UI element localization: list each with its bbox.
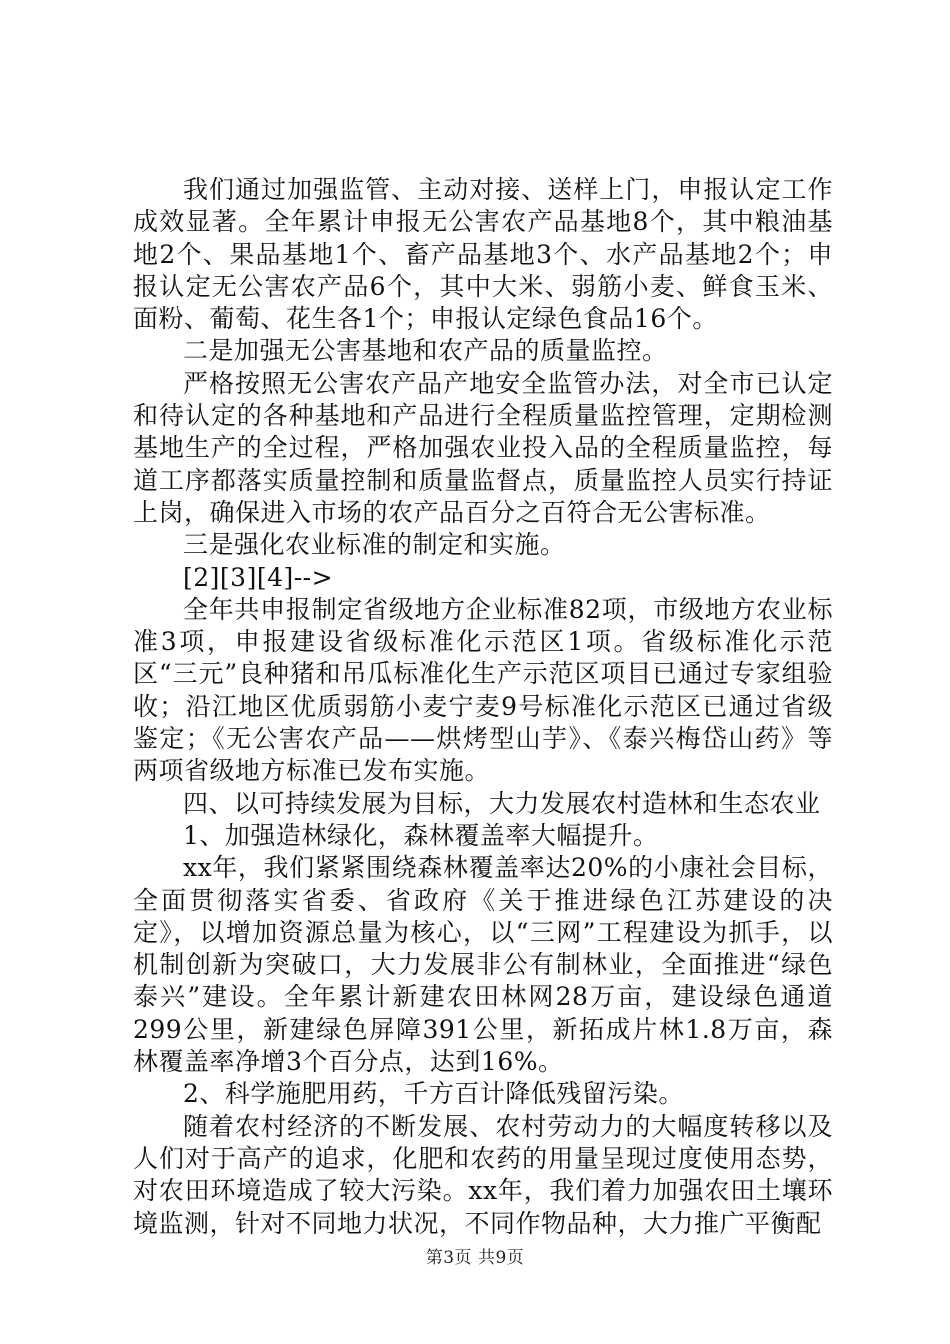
section-heading: 二是加强无公害基地和农产品的质量监控。 bbox=[183, 336, 668, 366]
paragraph: 随着农村经济的不断发展、农村劳动力的大幅度转移以及人们对于高产的追求，化肥和农药的用量呈现过度使用态势，对农田环境造成了较大污染。xx年，我们着力加强农田土壤环境监测，针对不同地力状况，不同作物品种，大力推广平衡配 bbox=[133, 1111, 833, 1238]
page-number-footer: 第3页 共9页 bbox=[425, 1248, 525, 1268]
document-body bbox=[133, 174, 833, 1240]
subsection-heading: 1、加强造林绿化，森林覆盖率大幅提升。 bbox=[183, 820, 659, 850]
paragraph: 全年共申报制定省级地方企业标准82项，市级地方农业标准3项，申报建设省级标准化示范区1项。省级标准化示范区“三元”良种猪和吊瓜标准化生产示范区项目已通过专家组验收；沿江地区优质弱筋小麦宁麦9号标准化示范区已通过省级鉴定；《无公害农产品——烘烤型山芋》、《泰兴梅岱山药》等两项省级地方标准已发布实施。 bbox=[133, 594, 833, 786]
section-heading: 三是强化农业标准的制定和实施。 bbox=[183, 530, 566, 560]
paragraph: 严格按照无公害农产品产地安全监管办法，对全市已认定和待认定的各种基地和产品进行全程质量监控管理，定期检测基地生产的全过程，严格加强农业投入品的全程质量监控，每道工序都落实质量控制和质量监督点，质量监控人员实行持证上岗，确保进入市场的农产品百分之百符合无公害标准。 bbox=[133, 368, 833, 527]
section-heading: 四、以可持续发展为目标，大力发展农村造林和生态农业 bbox=[183, 788, 821, 818]
reference-marker: [2][3][4]--> bbox=[183, 562, 334, 592]
paragraph: 我们通过加强监管、主动对接、送样上门，申报认定工作成效显著。全年累计申报无公害农产品基地8个，其中粮油基地2个、果品基地1个、畜产品基地3个、水产品基地2个；申报认定无公害农产品6个，其中大米、弱筋小麦、鲜食玉米、面粉、葡萄、花生各1个；申报认定绿色食品16个。 bbox=[133, 175, 833, 334]
subsection-heading: 2、科学施肥用药，千方百计降低残留污染。 bbox=[183, 1079, 684, 1109]
paragraph: xx年，我们紧紧围绕森林覆盖率达20%的小康社会目标，全面贯彻落实省委、省政府《关于推进绿色江苏建设的决定》，以增加资源总量为核心，以“三网”工程建设为抓手，以机制创新为突破口，大力发展非公有制林业，全面推进“绿色泰兴”建设。全年累计新建农田林网28万亩，建设绿色通道299公里，新建绿色屏障391公里，新拓成片林1.8万亩，森林覆盖率净增3个百分点，达到16%。 bbox=[133, 853, 833, 1077]
